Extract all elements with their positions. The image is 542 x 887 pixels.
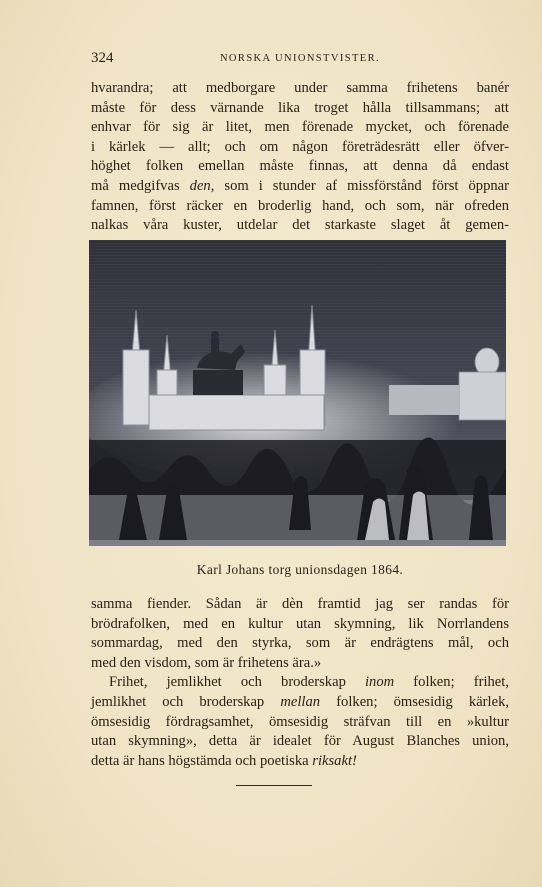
engraving-svg	[89, 240, 506, 546]
text-line: höghet folken emellan måste finnas, att denna då endast	[91, 158, 509, 175]
text-line	[91, 177, 509, 197]
text-segment: folken; frihet,	[413, 674, 509, 691]
closing-rule	[236, 785, 312, 786]
engraving-illustration	[89, 240, 506, 546]
text-line	[91, 693, 509, 713]
text-segment: som i stunder af missförstånd först öppnar	[224, 177, 509, 194]
text-line: nalkas våra kuster, utdelar det starkaste slaget åt gemen-	[91, 217, 509, 234]
bottom-text	[91, 595, 509, 771]
top-paragraph	[91, 79, 509, 236]
text-line	[91, 673, 509, 693]
text-line	[91, 752, 509, 772]
text-line: i kärlek — allt; och om någon företrädesrätt eller öfver-	[91, 138, 509, 155]
text-line: enhvar för sig är litet, men förenade mycket, och förenade	[91, 119, 509, 136]
text-line: samma fiender. Sådan är dèn framtid jag ser randas för	[91, 596, 509, 612]
text-segment: må medgifvas	[91, 177, 180, 194]
page-number: 324	[91, 50, 114, 66]
text-segment: detta är hans högstämda och poetiska	[91, 752, 309, 769]
running-title: NORSKA UNIONSTVISTER.	[219, 53, 381, 64]
text-line: brödrafolken, med en kultur utan skymning, lik Norrlandens	[91, 615, 509, 632]
text-line: sommardag, med den styrka, som är endrägtens mål, och	[91, 635, 509, 652]
emphasis-mellan: mellan	[280, 693, 321, 710]
emphasis-den: den,	[189, 177, 215, 194]
text-segment: jemlikhet och broderskap	[91, 693, 265, 710]
text-segment: Frihet, jemlikhet och broderskap	[109, 674, 346, 691]
emphasis-inom: inom	[364, 674, 395, 691]
text-line: famnen, först räcker en broderlig hand, och som, när ofreden	[91, 197, 509, 214]
text-segment: folken; ömsesidig kärlek,	[336, 693, 510, 710]
emphasis-riksakt: riksakt!	[312, 752, 357, 769]
text-line: med den visdom, som är frihetens ära.»	[91, 654, 322, 671]
illustration-caption: Karl Johans torg unionsdagen 1864.	[196, 562, 404, 577]
page-header	[91, 50, 509, 72]
text-line: utan skymning», detta är idealet för August Blanches union,	[91, 733, 509, 750]
text-line: ömsesidig fördragsamhet, ömsesidig sträfvan till en »kultur	[91, 713, 509, 730]
text-line: hvarandra; att medborgare under samma frihetens banér	[91, 80, 509, 96]
text-line: måste för dess värnande lika troget hålla tillsammans; att	[91, 99, 509, 116]
